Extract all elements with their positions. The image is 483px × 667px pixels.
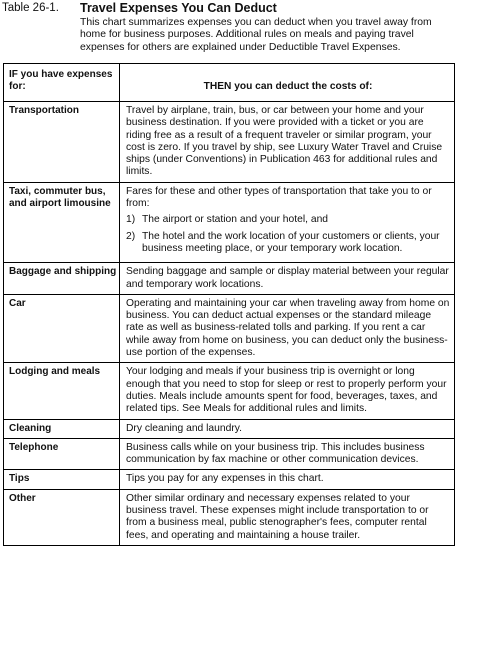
deduction-list: [126, 214, 450, 255]
list-item: [126, 231, 450, 256]
expense-label: Car: [4, 295, 120, 362]
table-row: [4, 419, 454, 438]
expense-label: Tips: [4, 470, 120, 488]
table-row: [4, 438, 454, 470]
deduction-text: Travel by airplane, train, bus, or car between your home and your business destination. If you were provided with a ticket or you are riding free as a result of a frequent traveler or similar program, your cost is zero. If you travel by ship, see Luxury Water Travel and Cruise ships (under Conventions) in Publication 463 for additional rules and limits.: [126, 105, 443, 178]
expense-label: Transportation: [4, 102, 120, 182]
table-row: [4, 362, 454, 418]
table-intro: This chart summarizes expenses you can deduct when you travel away from home for business purposes. Additional rules on meals and paying travel expenses for others are explained under Deductible Travel Expenses.: [80, 17, 432, 53]
header-col-deductions: THEN you can deduct the costs of:: [203, 81, 373, 92]
expense-label: Other: [4, 490, 120, 545]
deduction-cell: [120, 439, 454, 470]
table-header-row: [4, 64, 454, 101]
deduction-text: Your lodging and meals if your business trip is overnight or long enough that you need to stop for sleep or rest to properly perform your duties. Meals include amounts spent for food, beverages, taxes, and related tips. See Meals for additional rules and limits.: [126, 366, 447, 415]
table-row: [4, 294, 454, 362]
table-title: Travel Expenses You Can Deduct: [80, 1, 277, 15]
deduction-text: Dry cleaning and laundry.: [126, 422, 243, 434]
deduction-cell: [120, 470, 454, 488]
expense-table: [3, 63, 455, 546]
deduction-cell: [120, 490, 454, 545]
deduction-cell: [120, 420, 454, 438]
deduction-text: Fares for these and other types of transportation that take you to or from:: [126, 185, 432, 210]
table-row: [4, 489, 454, 545]
deduction-cell: [120, 263, 454, 294]
expense-label: Taxi, commuter bus, and airport limousine: [4, 183, 120, 262]
table-row: [4, 469, 454, 488]
list-item: [126, 214, 450, 226]
expense-label: Cleaning: [4, 420, 120, 438]
deduction-text: Tips you pay for any expenses in this chart.: [126, 473, 324, 485]
list-item-number: 2): [126, 230, 136, 242]
table-row: [4, 262, 454, 294]
list-item-text: The hotel and the work location of your customers or clients, your business meeting place, or your temporary work location.: [142, 230, 440, 254]
list-item-number: 1): [126, 214, 136, 226]
table-row: [4, 182, 454, 262]
list-item-text: The airport or station and your hotel, and: [142, 214, 329, 226]
table-row: [4, 101, 454, 182]
deduction-cell: [120, 295, 454, 362]
expense-label: Baggage and shipping: [4, 263, 120, 294]
deduction-text: Operating and maintaining your car when traveling away from home on business. You can deduct actual expenses or the standard mileage rate as well as business-related tolls and parking. If you rent a car while away from home on business, you can deduct only the business-use portion of the expenses.: [126, 297, 450, 359]
expense-label: Telephone: [4, 439, 120, 470]
deduction-cell: [120, 183, 454, 262]
deduction-cell: [120, 102, 454, 182]
expense-label: Lodging and meals: [4, 363, 120, 418]
deduction-cell: [120, 363, 454, 418]
deduction-text: Other similar ordinary and necessary expenses related to your business travel. These expenses might include transportation to or from a business meal, public stenographer's fees, computer rental fees, and operating and maintaining a house trailer.: [126, 492, 429, 541]
table-number: Table 26-1.: [2, 2, 59, 14]
deduction-text: Sending baggage and sample or display material between your regular and temporary work locations.: [126, 266, 449, 290]
header-col-expenses: IF you have expenses for:: [4, 64, 120, 101]
deduction-text: Business calls while on your business trip. This includes business communication by fax machine or other communication devices.: [126, 441, 425, 466]
